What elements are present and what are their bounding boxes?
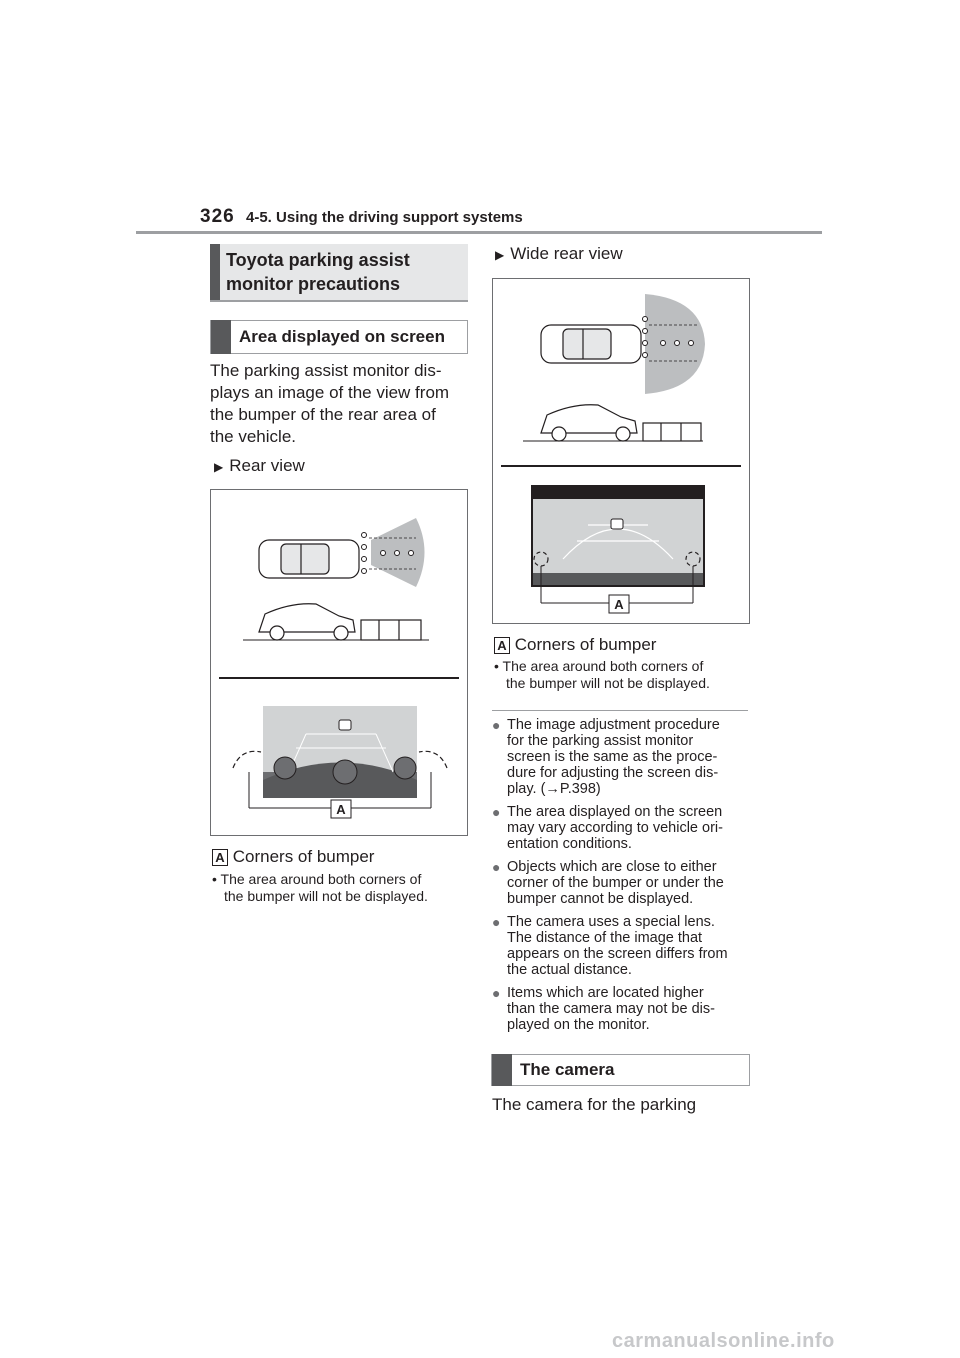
bullet-icon: ● xyxy=(492,985,501,1001)
subheading-area-displayed xyxy=(210,320,468,354)
note-wide: • The area around both corners of the bumper will not be displayed. xyxy=(494,658,710,691)
wide-rear-view-illustration xyxy=(493,279,749,623)
notes-rule xyxy=(492,710,748,711)
arrow-icon: ▶ xyxy=(495,248,505,262)
intro-line: the vehicle. xyxy=(210,427,296,446)
section-heading-box xyxy=(210,244,468,302)
bullet-item: ● The camera uses a special lens. The distance of the image that appears on the screen differs from the actual distance. xyxy=(492,914,728,978)
subheading-text: The camera xyxy=(520,1060,615,1079)
bullet-item: ● The area displayed on the screen may vary according to vehicle ori- entation conditions. xyxy=(492,804,723,852)
bullet-item: ● Items which are located higher than the camera may not be dis- played on the monitor. xyxy=(492,985,715,1033)
subheading-the-camera xyxy=(491,1054,750,1086)
caption-rear xyxy=(212,847,374,867)
intro-line: The parking assist monitor dis- xyxy=(210,361,442,380)
arrow-icon: ▶ xyxy=(214,460,224,474)
intro-paragraph xyxy=(210,360,470,448)
watermark: carmanualsonline.info xyxy=(612,1330,835,1352)
caption-label-a: A xyxy=(494,637,510,654)
subheading-text: Area displayed on screen xyxy=(239,327,445,346)
callout-letter-a: A xyxy=(614,597,624,612)
header-rule xyxy=(136,231,822,234)
caption-wide xyxy=(494,635,656,655)
bullet-item: ● Objects which are close to either corner of the bumper or under the bumper cannot be displayed. xyxy=(492,859,724,907)
wide-rear-view-label: ▶ Wide rear view xyxy=(495,244,623,263)
bullet-icon: ● xyxy=(492,804,501,820)
wide-rear-view-figure xyxy=(492,278,750,624)
callout-letter-a: A xyxy=(336,802,346,817)
bullet-icon: ● xyxy=(492,717,501,733)
rear-view-figure xyxy=(210,489,468,836)
section-heading-bar xyxy=(210,244,220,300)
note-rear: • The area around both corners of the bumper will not be displayed. xyxy=(212,871,428,904)
bullet-item: ● The image adjustment procedure for the parking assist monitor screen is the same as the proce- dure for adjusting the screen dis- play. (→P.398) xyxy=(492,717,720,797)
intro-line: plays an image of the view from xyxy=(210,383,450,402)
section-heading-line2: monitor precautions xyxy=(226,274,401,294)
section-heading-line1: Toyota parking assist xyxy=(226,250,410,270)
rear-view-illustration xyxy=(211,490,467,835)
camera-paragraph: The camera for the parking xyxy=(492,1095,697,1114)
caption-text: Corners of bumper xyxy=(514,635,657,654)
rear-view-label: ▶ Rear view xyxy=(214,456,305,475)
bullet-icon: ● xyxy=(492,914,501,930)
caption-text: Corners of bumper xyxy=(232,847,375,866)
bullet-icon: ● xyxy=(492,859,501,875)
caption-label-a: A xyxy=(212,849,228,866)
page-number: 326 xyxy=(200,206,235,227)
intro-line: the bumper of the rear area of xyxy=(210,405,436,424)
section-title: 4-5. Using the driving support systems xyxy=(246,209,523,226)
